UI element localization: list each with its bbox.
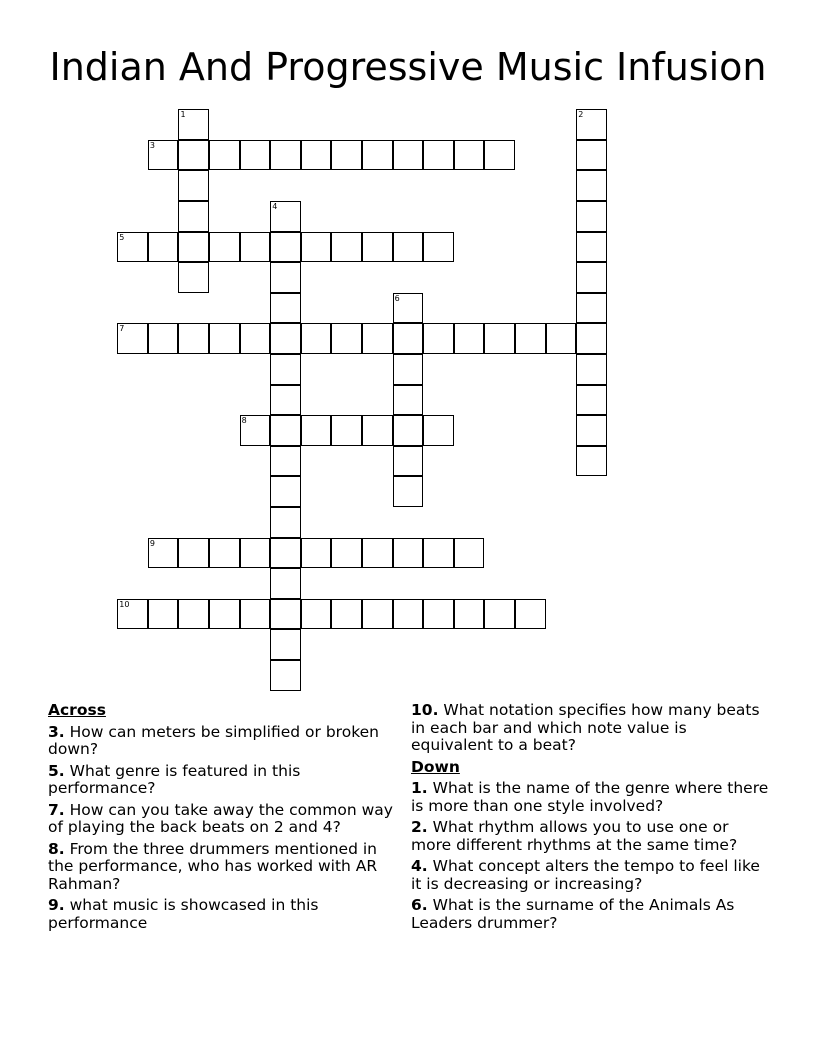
grid-cell[interactable] <box>148 599 179 630</box>
grid-cell[interactable] <box>331 232 362 263</box>
grid-cell[interactable] <box>423 599 454 630</box>
grid-cell[interactable] <box>576 170 607 201</box>
grid-cell[interactable] <box>362 415 393 446</box>
clue-text: What notation specifies how many beats in each bar and which note value is equivalent to a beat? <box>411 701 760 754</box>
cell-number: 10 <box>119 599 130 609</box>
grid-cell[interactable] <box>393 446 424 477</box>
grid-cell[interactable] <box>423 538 454 569</box>
grid-cell[interactable] <box>270 262 301 293</box>
grid-cell[interactable] <box>117 232 148 263</box>
grid-cell[interactable] <box>301 232 332 263</box>
down-clue-list <box>411 780 771 932</box>
grid-cell[interactable] <box>576 354 607 385</box>
grid-cell[interactable] <box>484 140 515 171</box>
grid-cell[interactable] <box>393 293 424 324</box>
grid-cell[interactable] <box>454 140 485 171</box>
grid-cell[interactable] <box>515 323 546 354</box>
grid-cell[interactable] <box>270 201 301 232</box>
cell-number: 6 <box>394 293 400 303</box>
grid-cell[interactable] <box>576 262 607 293</box>
grid-cell[interactable] <box>362 323 393 354</box>
clue-text: What is the name of the genre where there is more than one style involved? <box>411 779 769 815</box>
grid-cell[interactable] <box>270 354 301 385</box>
cell-number: 3 <box>149 140 155 150</box>
grid-cell[interactable] <box>178 232 209 263</box>
grid-cell[interactable] <box>148 140 179 171</box>
down-clue <box>411 858 771 893</box>
clue-number: 1. <box>411 779 428 797</box>
grid-cell[interactable] <box>270 232 301 263</box>
grid-cell[interactable] <box>270 507 301 538</box>
grid-cell[interactable] <box>331 599 362 630</box>
grid-cell[interactable] <box>240 538 271 569</box>
grid-cell[interactable] <box>270 385 301 416</box>
grid-cell[interactable] <box>515 599 546 630</box>
grid-cell[interactable] <box>423 415 454 446</box>
grid-cell[interactable] <box>270 629 301 660</box>
clue-number: 8. <box>48 839 65 858</box>
grid-cell[interactable] <box>209 538 240 569</box>
grid-cell[interactable] <box>270 599 301 630</box>
across-heading: Across <box>48 701 106 719</box>
grid-cell[interactable] <box>240 415 271 446</box>
across-clue-list-continued <box>411 702 771 755</box>
grid-cell[interactable] <box>301 415 332 446</box>
grid-cell[interactable] <box>362 599 393 630</box>
down-clue <box>411 819 771 854</box>
grid-cell[interactable] <box>454 538 485 569</box>
grid-cell[interactable] <box>393 140 424 171</box>
grid-cell[interactable] <box>576 415 607 446</box>
grid-cell[interactable] <box>393 232 424 263</box>
clue-number: 7. <box>48 800 65 819</box>
grid-cell[interactable] <box>178 262 209 293</box>
grid-cell[interactable] <box>148 323 179 354</box>
grid-cell[interactable] <box>178 323 209 354</box>
clue-number: 4. <box>411 857 428 875</box>
grid-cell[interactable] <box>178 201 209 232</box>
grid-cell[interactable] <box>423 232 454 263</box>
grid-cell[interactable] <box>331 323 362 354</box>
puzzle-title: Indian And Progressive Music Infusion <box>49 45 767 89</box>
grid-cell[interactable] <box>576 232 607 263</box>
grid-cell[interactable] <box>362 232 393 263</box>
cell-number: 5 <box>119 232 125 242</box>
grid-cell[interactable] <box>362 140 393 171</box>
clue-text: What genre is featured in this performance? <box>48 761 301 797</box>
grid-cell[interactable] <box>178 599 209 630</box>
cell-number: 8 <box>241 416 247 426</box>
clue-number: 3. <box>48 722 65 741</box>
grid-cell[interactable] <box>331 538 362 569</box>
grid-cell[interactable] <box>393 599 424 630</box>
across-clue <box>48 724 398 759</box>
grid-cell[interactable] <box>270 538 301 569</box>
grid-cell[interactable] <box>270 660 301 691</box>
grid-cell[interactable] <box>117 323 148 354</box>
grid-cell[interactable] <box>484 599 515 630</box>
down-clue <box>411 780 771 815</box>
grid-cell[interactable] <box>423 140 454 171</box>
grid-cell[interactable] <box>270 140 301 171</box>
grid-cell[interactable] <box>393 385 424 416</box>
grid-cell[interactable] <box>576 109 607 140</box>
grid-cell[interactable] <box>209 140 240 171</box>
grid-cell[interactable] <box>240 323 271 354</box>
grid-cell[interactable] <box>301 599 332 630</box>
grid-cell[interactable] <box>576 323 607 354</box>
clue-number: 5. <box>48 761 65 780</box>
grid-cell[interactable] <box>178 538 209 569</box>
clue-text: What concept alters the tempo to feel like it is decreasing or increasing? <box>411 857 760 893</box>
grid-cell[interactable] <box>270 415 301 446</box>
grid-cell[interactable] <box>209 232 240 263</box>
grid-cell[interactable] <box>270 446 301 477</box>
clue-number: 2. <box>411 818 428 836</box>
grid-cell[interactable] <box>393 354 424 385</box>
across-clue <box>48 897 398 932</box>
grid-cell[interactable] <box>576 385 607 416</box>
clue-text: From the three drummers mentioned in the performance, who has worked with AR Rahman? <box>48 839 378 893</box>
clue-number: 9. <box>48 896 65 914</box>
grid-cell[interactable] <box>576 140 607 171</box>
grid-cell[interactable] <box>178 170 209 201</box>
grid-cell[interactable] <box>454 323 485 354</box>
grid-cell[interactable] <box>240 232 271 263</box>
clue-text: What rhythm allows you to use one or more different rhythms at the same time? <box>411 818 738 854</box>
grid-cell[interactable] <box>301 323 332 354</box>
grid-cell[interactable] <box>546 323 577 354</box>
grid-cell[interactable] <box>240 140 271 171</box>
grid-cell[interactable] <box>209 323 240 354</box>
clue-text: What is the surname of the Animals As Leaders drummer? <box>411 896 735 932</box>
cell-number: 7 <box>119 324 125 334</box>
cell-number: 9 <box>149 538 155 548</box>
clues-right-column <box>411 702 771 936</box>
cell-number: 1 <box>180 110 186 120</box>
grid-cell[interactable] <box>209 599 240 630</box>
down-heading: Down <box>411 757 460 776</box>
down-clue <box>411 897 771 932</box>
cell-number: 2 <box>578 110 584 120</box>
clue-number: 10. <box>411 701 439 719</box>
grid-cell[interactable] <box>178 109 209 140</box>
grid-cell[interactable] <box>270 476 301 507</box>
grid-cell[interactable] <box>393 476 424 507</box>
grid-cell[interactable] <box>240 599 271 630</box>
grid-cell[interactable] <box>576 446 607 477</box>
clue-text: How can you take away the common way of playing the back beats on 2 and 4? <box>48 800 393 836</box>
clue-text: How can meters be simplified or broken down? <box>48 722 379 758</box>
grid-cell[interactable] <box>454 599 485 630</box>
grid-cell[interactable] <box>362 538 393 569</box>
grid-cell[interactable] <box>393 415 424 446</box>
across-clue <box>48 841 398 894</box>
grid-cell[interactable] <box>484 323 515 354</box>
across-clue <box>48 763 398 798</box>
clue-number: 6. <box>411 896 428 914</box>
grid-cell[interactable] <box>393 538 424 569</box>
grid-cell[interactable] <box>423 323 454 354</box>
grid-cell[interactable] <box>178 140 209 171</box>
grid-cell[interactable] <box>331 140 362 171</box>
grid-cell[interactable] <box>331 415 362 446</box>
grid-cell[interactable] <box>148 232 179 263</box>
grid-cell[interactable] <box>576 201 607 232</box>
across-clue <box>411 702 771 755</box>
grid-cell[interactable] <box>301 538 332 569</box>
across-clue-list <box>48 724 398 933</box>
grid-cell[interactable] <box>148 538 179 569</box>
grid-cell[interactable] <box>117 599 148 630</box>
cell-number: 4 <box>272 202 278 212</box>
grid-cell[interactable] <box>270 323 301 354</box>
grid-cell[interactable] <box>270 293 301 324</box>
grid-cell[interactable] <box>301 140 332 171</box>
across-clue <box>48 802 398 837</box>
clue-text: what music is showcased in this performance <box>48 896 319 932</box>
clues-left-column <box>48 702 398 936</box>
grid-cell[interactable] <box>393 323 424 354</box>
grid-cell[interactable] <box>270 568 301 599</box>
grid-cell[interactable] <box>576 293 607 324</box>
